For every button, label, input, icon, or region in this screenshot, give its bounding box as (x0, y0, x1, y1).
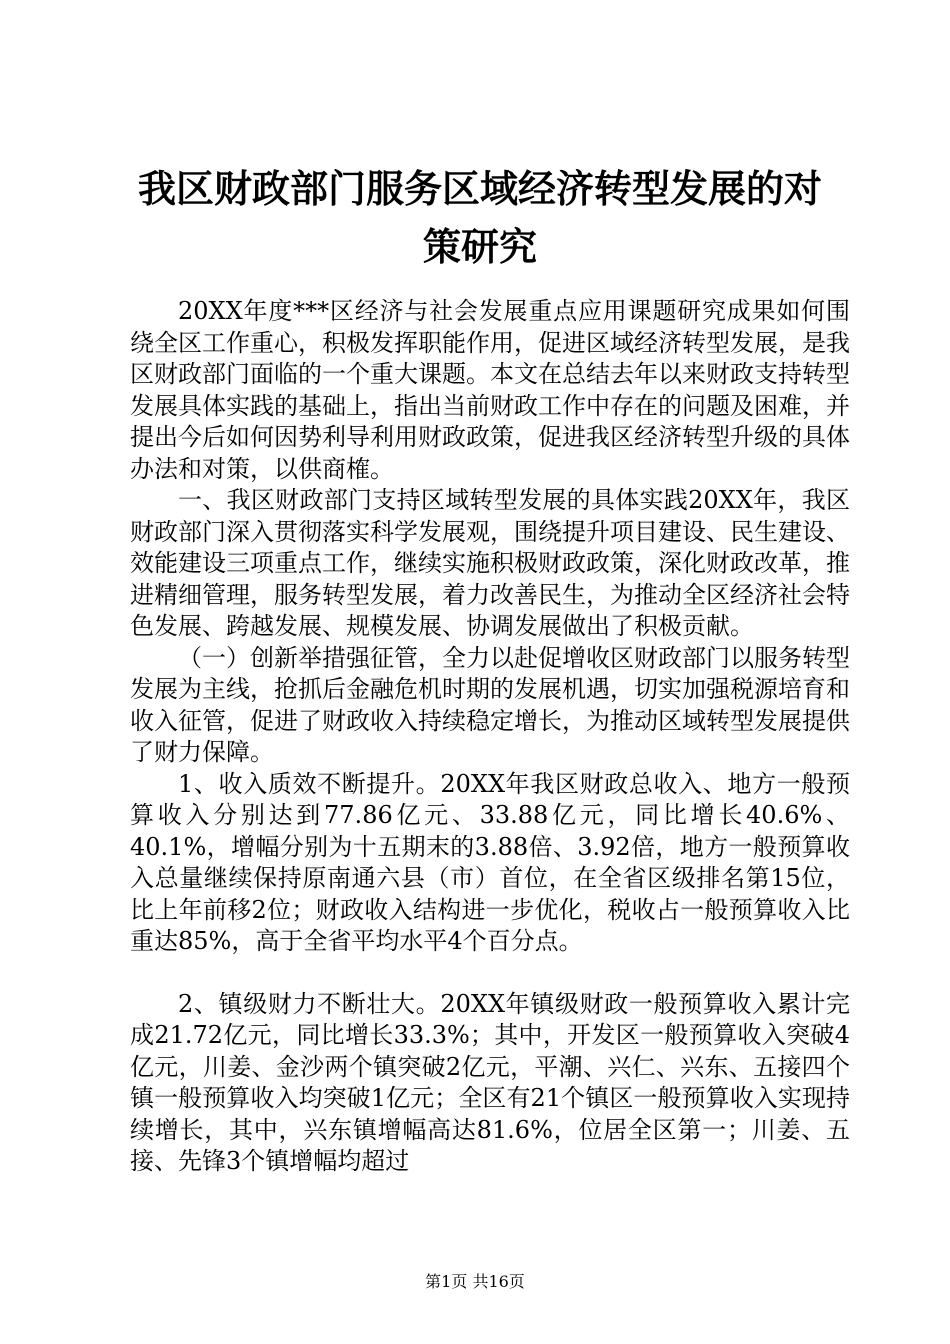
document-title: 我区财政部门服务区域经济转型发展的对策研究 (137, 166, 822, 269)
document-body (130, 296, 850, 1178)
paragraph-item-1: 1、收入质效不断提升。20XX年我区财政总收入、地方一般预算收入分别达到77.86亿元、33.88亿元，同比增长40.6%、40.1%，增幅分别为十五期末的3.88倍、3.92倍，地方一般预算收入总量继续保持原南通六县（市）首位，在全省区级排名第15位，比上年前移2位；财政收入结构进一步优化，税收占一般预算收入比重达85%，高于全省平均水平4个百分点。 (130, 769, 850, 955)
paragraph-section-1: 一、我区财政部门支持区域转型发展的具体实践20XX年，我区财政部门深入贯彻落实科学发展观，围绕提升项目建设、民生建设、效能建设三项重点工作，继续实施积极财政政策，深化财政改革，推进精细管理，服务转型发展，着力改善民生，为推动全区经济社会特色发展、跨越发展、规模发展、协调发展做出了积极贡献。 (130, 486, 850, 640)
paragraph-item-2: 2、镇级财力不断壮大。20XX年镇级财政一般预算收入累计完成21.72亿元，同比增长33.3%；其中，开发区一般预算收入突破4亿元，川姜、金沙两个镇突破2亿元，平潮、兴仁、兴东、五接四个镇一般预算收入均突破1亿元；全区有21个镇区一般预算收入实现持续增长，其中，兴东镇增幅高达81.6%，位居全区第一；川姜、五接、先锋3个镇增幅均超过 (130, 989, 850, 1175)
paragraph-subsection-1: （一）创新举措强征管，全力以赴促增收区财政部门以服务转型发展为主线，抢抓后金融危机时期的发展机遇，切实加强税源培育和收入征管，促进了财政收入持续稳定增长，为推动区域转型发展提供了财力保障。 (130, 643, 850, 766)
paragraph-intro: 20XX年度***区经济与社会发展重点应用课题研究成果如何围绕全区工作重心，积极发挥职能作用，促进区域经济转型发展，是我区财政部门面临的一个重大课题。本文在总结去年以来财政支持转型发展具体实践的基础上，指出当前财政工作中存在的问题及困难，并提出今后如何因势利导利用财政政策，促进我区经济转型升级的具体办法和对策，以供商榷。 (130, 297, 850, 483)
page-number-footer: 第1页 共16页 (425, 1272, 525, 1291)
